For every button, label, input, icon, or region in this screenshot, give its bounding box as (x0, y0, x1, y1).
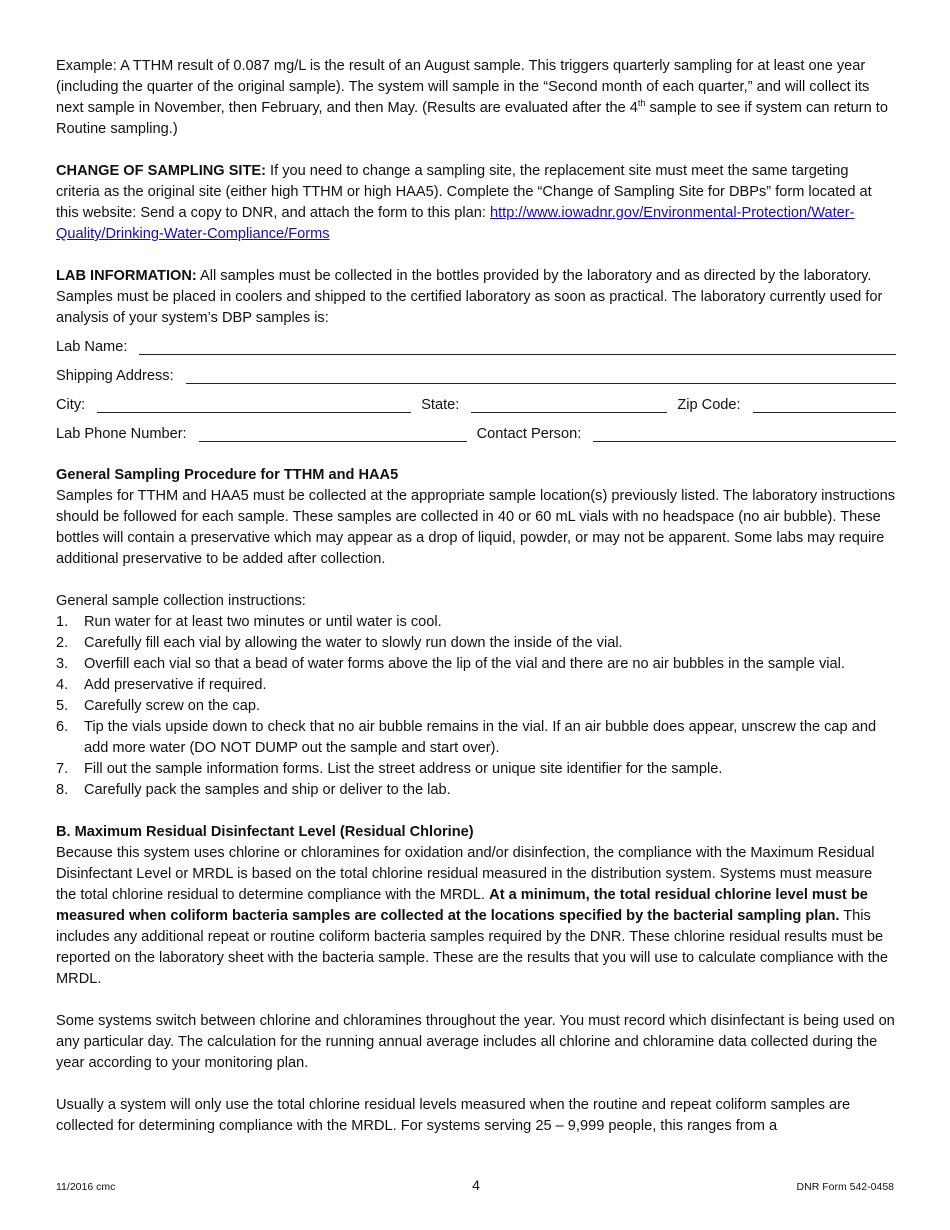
example-paragraph: Example: A TTHM result of 0.087 mg/L is the result of an August sample. This triggers quarterly sampling for at least one year (including the quarter of the original sample). The system will sample in the “Second month of each quarter,” and will collect its next sample in November, then February, and then May. (Results are evaluated after the 4th sample to see if system can return to Routine sampling.) (56, 58, 888, 137)
list-item: 5. Carefully screw on the cap. (56, 698, 261, 714)
list-item: 1. Run water for at least two minutes or until water is cool. (56, 614, 442, 630)
list-item: 7. Fill out the sample information forms. List the street address or unique site identifier for the sample. (56, 761, 723, 777)
zip-label: Zip Code: (677, 397, 741, 413)
document-page (56, 56, 896, 1137)
change-site-heading: CHANGE OF SAMPLING SITE: (56, 163, 266, 179)
contact-field[interactable] (593, 423, 896, 442)
contact-label: Contact Person: (476, 426, 582, 442)
forms-link[interactable]: http://www.iowadnr.gov/Environmental-Protection/Water-Quality/Drinking-Water-Compliance/Forms (56, 205, 855, 242)
shipping-address-field[interactable] (186, 365, 896, 384)
phone-contact-row (56, 416, 896, 445)
collection-steps-list (56, 612, 896, 801)
footer-date: 11/2016 cmc (56, 1181, 116, 1193)
mrdl-heading: B. Maximum Residual Disinfectant Level (Residual Chlorine) (56, 824, 474, 840)
disinfectant-paragraph: Some systems switch between chlorine and chloramines throughout the year. You must record which disinfectant is being used on any particular day. The calculation for the running annual average includes all chlorine and chloramine data collected during the year according to your monitoring plan. (56, 1013, 895, 1071)
page-number: 4 (472, 1177, 480, 1193)
procedure-heading: General Sampling Procedure for TTHM and HAA5 (56, 467, 399, 483)
lab-info-paragraph: LAB INFORMATION: All samples must be collected in the bottles provided by the laboratory and as directed by the laboratory. Samples must be placed in coolers and shipped to the certified laboratory as soon as practical. The laboratory currently used for analysis of your system’s DBP samples is: (56, 268, 883, 326)
phone-field[interactable] (199, 423, 467, 442)
shipping-address-label: Shipping Address: (56, 368, 174, 384)
list-intro: General sample collection instructions: (56, 593, 306, 609)
city-field[interactable] (97, 394, 411, 413)
lab-name-label: Lab Name: (56, 339, 128, 355)
city-state-zip-row (56, 387, 896, 416)
mrdl-paragraph: Because this system uses chlorine or chloramines for oxidation and/or disinfection, the compliance with the Maximum Residual Disinfectant Level or MRDL is based on the total chlorine residual measured in the distribution system. Systems must measure the total chlorine residual to determine compliance with the MRDL. At a minimum, the total residual chlorine level must be measured when coliform bacteria samples are collected at the locations specified by the bacterial sampling plan. This includes any additional repeat or routine coliform bacteria samples required by the DNR. These chlorine residual results must be reported on the laboratory sheet with the bacteria sample. These are the results that you will use to calculate compliance with the MRDL. (56, 845, 889, 987)
list-item: 8. Carefully pack the samples and ship or deliver to the lab. (56, 782, 451, 798)
superscript: th (637, 98, 646, 109)
zip-field[interactable] (753, 394, 896, 413)
page-footer (56, 1177, 896, 1197)
lab-name-field[interactable] (139, 336, 896, 355)
form-number: DNR Form 542-0458 (796, 1181, 894, 1193)
change-site-paragraph: CHANGE OF SAMPLING SITE: If you need to change a sampling site, the replacement site must meet the same targeting criteria as the original site (either high TTHM or high HAA5). Complete the “Change of Sampling Site for DBPs” form located at this website: Send a copy to DNR, and attach the form to this plan: http://www.iowadnr.gov/Environmental-Protection/Water-Quality/Drinking-Water-Compliance/Forms (56, 163, 872, 242)
phone-label: Lab Phone Number: (56, 426, 187, 442)
list-item: 4. Add preservative if required. (56, 677, 267, 693)
list-item: 6. Tip the vials upside down to check that no air bubble remains in the vial. If an air bubble does appear, unscrew the cap and add more water (DO NOT DUMP out the sample and start over). (56, 719, 877, 756)
shipping-address-row (56, 358, 896, 387)
lab-info-heading: LAB INFORMATION: (56, 268, 197, 284)
state-label: State: (421, 397, 460, 413)
list-item: 3. Overfill each vial so that a bead of water forms above the lip of the vial and there are no air bubbles in the sample vial. (56, 656, 845, 672)
state-field[interactable] (471, 394, 667, 413)
procedure-paragraph: Samples for TTHM and HAA5 must be collected at the appropriate sample location(s) previously listed. The laboratory instructions should be followed for each sample. These samples are collected in 40 or 60 mL vials with no headspace (no air bubble). These bottles will contain a preservative which may appear as a drop of liquid, powder, or may not be apparent. Some labs may require additional preservative to be added after collection. (56, 488, 895, 567)
residual-paragraph: Usually a system will only use the total chlorine residual levels measured when the routine and repeat coliform samples are collected for determining compliance with the MRDL. For systems serving 25 – 9,999 people, this ranges from a (56, 1097, 851, 1134)
list-item: 2. Carefully fill each vial by allowing the water to slowly run down the inside of the vial. (56, 635, 623, 651)
city-label: City: (56, 397, 86, 413)
lab-name-row (56, 329, 896, 358)
